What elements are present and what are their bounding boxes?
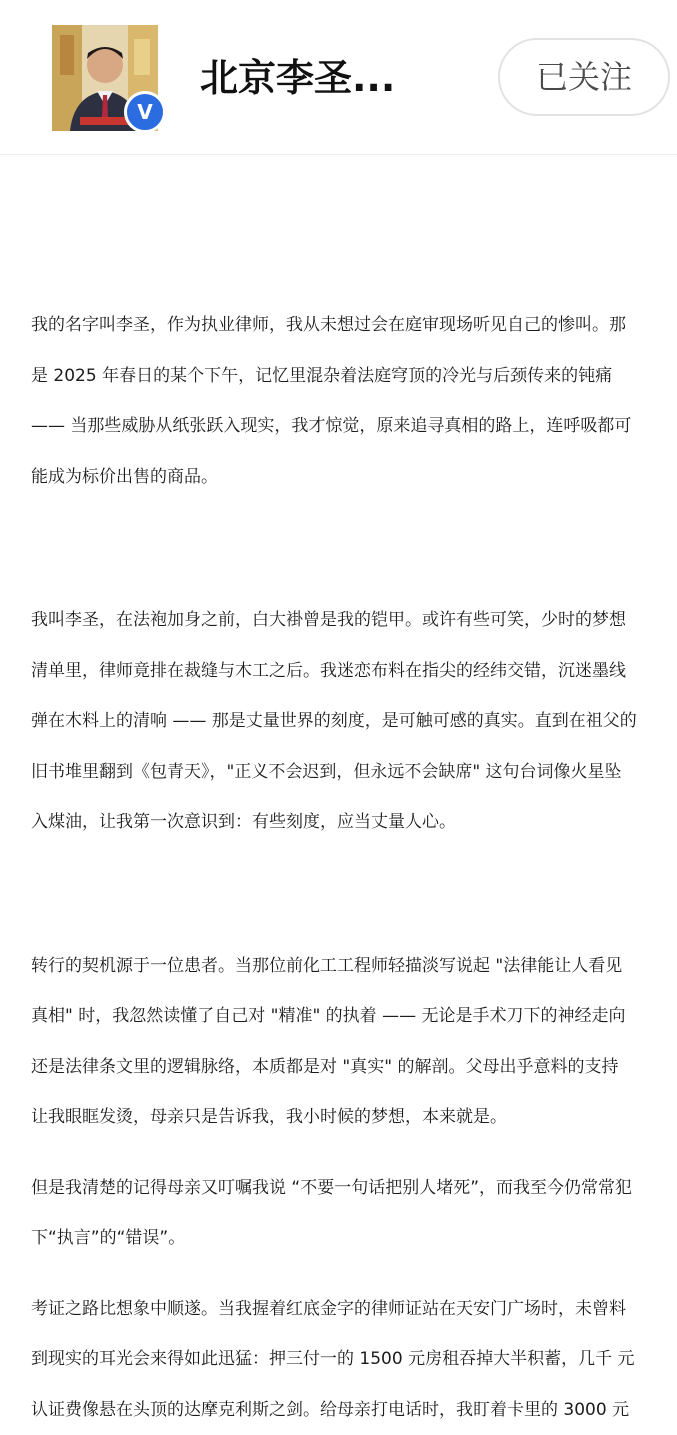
account-name[interactable]: 北京李圣... — [200, 52, 395, 104]
paragraph-line: —— 当那些威胁从纸张跃入现实，我才惊觉，原来追寻真相的路上，连呼吸都可 — [31, 401, 677, 452]
paragraph-line: 我的名字叫李圣，作为执业律师，我从未想过会在庭审现场听见自己的惨叫。那 — [31, 300, 677, 351]
article-paragraph — [31, 1163, 677, 1264]
article-body — [31, 300, 677, 1339]
article-paragraph — [31, 941, 677, 1143]
article-paragraph — [31, 595, 677, 848]
paragraph-line: 但是我清楚的记得母亲又叮嘱我说 “不要一句话把别人堵死”，而我至今仍常常犯 — [31, 1163, 677, 1214]
paragraph-line: 认证费像悬在头顶的达摩克利斯之剑。给母亲打电话时，我盯着卡里的 3000 元 — [31, 1385, 677, 1435]
paragraph-line: 我叫李圣，在法袍加身之前，白大褂曾是我的铠甲。或许有些可笑，少时的梦想 — [31, 595, 677, 646]
paragraph-line: 是 2025 年春日的某个下午，记忆里混杂着法庭穹顶的冷光与后颈传来的钝痛 — [31, 351, 677, 402]
paragraph-line: 让我眼眶发烫，母亲只是告诉我，我小时候的梦想，本来就是。 — [31, 1092, 677, 1143]
account-header — [0, 0, 677, 155]
avatar[interactable] — [52, 25, 158, 131]
paragraph-line: 考证之路比想象中顺遂。当我握着红底金字的律师证站在天安门广场时，未曾料 — [31, 1284, 677, 1335]
paragraph-line: 弹在木料上的清响 —— 那是丈量世界的刻度，是可触可感的真实。直到在祖父的 — [31, 696, 677, 747]
follow-button[interactable]: 已关注 — [498, 38, 670, 116]
paragraph-line: 到现实的耳光会来得如此迅猛：押三付一的 1500 元房租吞掉大半积蓄，几千 元 — [31, 1334, 677, 1385]
paragraph-line: 真相" 时，我忽然读懂了自己对 "精准" 的执着 —— 无论是手术刀下的神经走向 — [31, 991, 677, 1042]
paragraph-line: 清单里，律师竟排在裁缝与木工之后。我迷恋布料在指尖的经纬交错，沉迷墨线 — [31, 646, 677, 697]
paragraph-line: 能成为标价出售的商品。 — [31, 452, 677, 503]
paragraph-line: 还是法律条文里的逻辑脉络，本质都是对 "真实" 的解剖。父母出乎意料的支持 — [31, 1042, 677, 1093]
article-paragraph — [31, 300, 677, 502]
paragraph-line: 转行的契机源于一位患者。当那位前化工工程师轻描淡写说起 "法律能让人看见 — [31, 941, 677, 992]
verified-badge-icon: V — [124, 91, 166, 133]
paragraph-line: 入煤油，让我第一次意识到：有些刻度，应当丈量人心。 — [31, 797, 677, 848]
paragraph-line: 下“执言”的“错误”。 — [31, 1213, 677, 1264]
paragraph-line: 旧书堆里翻到《包青天》，"正义不会迟到，但永远不会缺席" 这句台词像火星坠 — [31, 747, 677, 798]
article-paragraph — [31, 1284, 677, 1435]
